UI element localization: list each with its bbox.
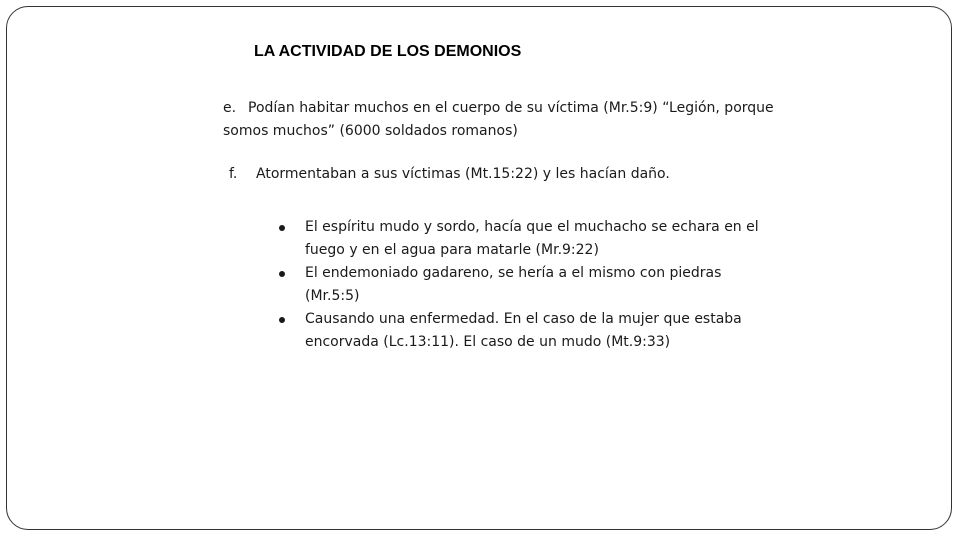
paragraph-f-marker: f.: [229, 166, 238, 182]
paragraph-e: [223, 97, 783, 143]
bullet-dot-icon: [279, 225, 285, 231]
bullet-list: [277, 216, 777, 354]
bullet-dot-icon: [279, 317, 285, 323]
bullet-text: El endemoniado gadareno, se hería a el mismo con piedras (Mr.5:5): [305, 265, 722, 304]
slide-frame: [6, 6, 952, 530]
bullet-item: [277, 262, 777, 308]
slide-title: LA ACTIVIDAD DE LOS DEMONIOS: [254, 43, 522, 60]
bullet-item: [277, 216, 777, 262]
bullet-item: [277, 308, 777, 354]
bullet-text: Causando una enfermedad. En el caso de la mujer que estaba encorvada (Lc.13:11). El caso de un mudo (Mt.9:33): [305, 311, 742, 350]
bullet-text: El espíritu mudo y sordo, hacía que el muchacho se echara en el fuego y en el agua para matarle (Mr.9:22): [305, 219, 759, 258]
paragraph-e-marker: e.: [223, 100, 237, 116]
paragraph-f-text: Atormentaban a sus víctimas (Mt.15:22) y les hacían daño.: [256, 166, 670, 182]
paragraph-e-text: Podían habitar muchos en el cuerpo de su víctima (Mr.5:9) “Legión, porque somos muchos” (6000 soldados romanos): [223, 100, 774, 139]
paragraph-f: [229, 163, 789, 186]
bullet-dot-icon: [279, 271, 285, 277]
